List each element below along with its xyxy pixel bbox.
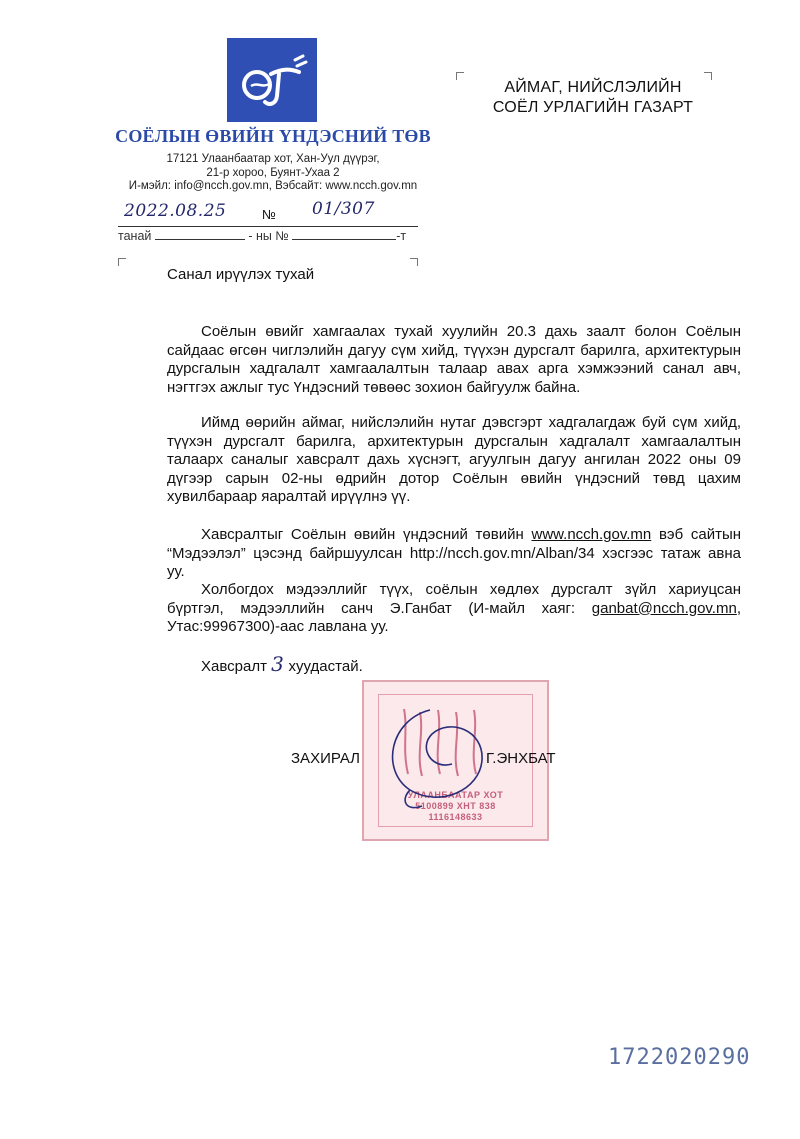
org-address <box>120 153 426 194</box>
subject: Санал ирүүлэх тухай <box>167 266 315 283</box>
body-paragraph-3 <box>167 526 741 582</box>
ref-tanai-label: танай <box>118 229 152 243</box>
logo <box>227 38 317 122</box>
recipient-line-1: АЙМАГ, НИЙСЛЭЛИЙН <box>504 79 682 96</box>
reference-line <box>118 229 406 243</box>
body-paragraph-2: Иймд өөрийн аймаг, нийслэлийн нутаг дэвсгэрт хадгалагдаж буй сүм хийд, түүхэн дурсгалт барилга, архитектурын дурсгалын хадгалалт хамгаалалтын талаарх саналыг хавсралт дахь хүснэгт, агуулгын дагуу ангилан 2022 оны 09 дүгээр сарын 02-ны өдрийн дотор Соёлын өвийн үндэсний төвд цахим хувилбараар яаралтай ирүүлнэ үү. <box>167 414 741 505</box>
p4-text-b: , Утас:99967300)-аас лавлана уу. <box>167 599 741 635</box>
document-date: 2022.08.25 <box>124 201 227 221</box>
stamp-line-1: УЛААНБААТАР ХОТ <box>407 790 504 800</box>
signatory-title: ЗАХИРАЛ <box>291 750 361 767</box>
signatory-name: Г.ЭНХБАТ <box>486 750 556 767</box>
corner-mark <box>118 258 126 266</box>
ref-ny-label: - ны № <box>248 229 289 243</box>
stamp-line-3: 1116148633 <box>428 812 483 822</box>
stamp-line-2: 5100899 ХНТ 838 <box>415 801 496 811</box>
address-line-1: 17121 Улаанбаатар хот, Хан-Уул дүүрэг, <box>166 153 380 165</box>
number-label: № <box>262 207 276 222</box>
body-paragraph-1: Соёлын өвийг хамгаалах тухай хуулийн 20.3 дахь заалт болон Соёлын сайдаас өгсөн чиглэлийн дагуу сүм хийд, түүхэн дурсгалт барилга, архитектурын дурсгалын хадгалалт хамгаалалтын талаар авах арга хэмжээний санал авч, нэгтгэх ажлыг тус Үндэсний төвөөс зохион байгуулж байна. <box>167 323 741 396</box>
ref-date-blank <box>155 239 245 240</box>
contact-line: И-мэйл: info@ncch.gov.mn, Вэбсайт: www.ncch.gov.mn <box>128 180 418 192</box>
recipient-line-2: СОЁЛ УРЛАГИЙН ГАЗАРТ <box>492 99 694 116</box>
p3-text-b: вэб сайтын “Мэдээлэл” цэсэнд байршуулсан http://ncch.gov.mn/Alban/34 хэсгээс татаж авна уу. <box>167 526 742 580</box>
ref-number-blank <box>292 239 396 240</box>
corner-mark <box>456 72 464 80</box>
website-link[interactable]: www.ncch.gov.mn <box>531 526 652 543</box>
address-line-2: 21-р хороо, Буянт-Ухаа 2 <box>206 166 340 179</box>
corner-mark <box>410 258 418 266</box>
attachment-count: 3 <box>271 652 285 676</box>
logo-emblem-icon <box>227 38 317 122</box>
email-link[interactable]: ganbat@ncch.gov.mn <box>591 599 737 617</box>
p3-text-a: Хавсралтыг Соёлын өвийн үндэсний төвийн <box>201 526 524 543</box>
body-paragraph-4 <box>167 581 741 637</box>
ref-t-label: -т <box>396 229 407 243</box>
attachment-label: Хавсралт <box>201 658 267 675</box>
attachment-note <box>201 652 363 676</box>
recipient-block <box>470 78 716 118</box>
attachment-pages: хуудастай. <box>288 658 363 675</box>
document-number: 01/307 <box>312 199 375 219</box>
org-name: СОЁЛЫН ӨВИЙН ҮНДЭСНИЙ ТӨВ <box>115 126 431 146</box>
registration-number: 1722020290 <box>608 1045 751 1070</box>
p4-text-a: Холбогдох мэдээллийг түүх, соёлын хөдлөх дурсгалт зүйл хариуцсан бүртгэл, мэдээллийн санч Э.Ганбат (И-майл хаяг: <box>167 581 741 617</box>
